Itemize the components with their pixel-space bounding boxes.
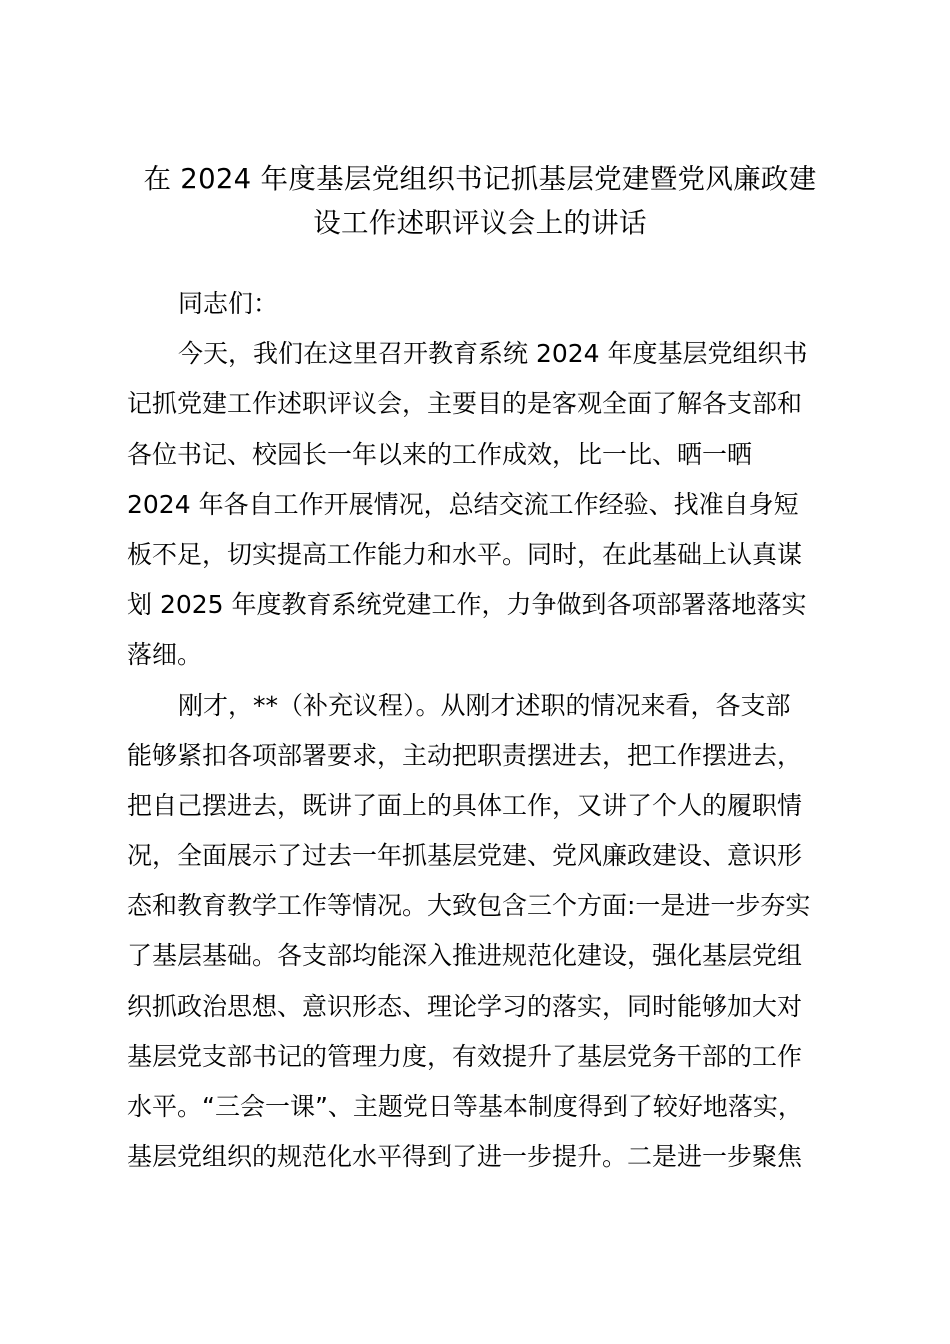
title-line-2: 设工作述职评议会上的讲话	[313, 207, 647, 239]
paragraph-2-line: 水平。“三会一课”、主题党日等基本制度得到了较好地落实，	[127, 1092, 803, 1121]
salutation: 同志们：	[178, 289, 279, 318]
paragraph-2-line: 刚才，**（补充议程）。从刚才述职的情况来看，各支部	[178, 690, 791, 720]
paragraph-1-line: 各位书记、校园长一年以来的工作成效，比一比、晒一晒	[127, 439, 753, 469]
paragraph-2-line: 了基层基础。各支部均能深入推进规范化建设，强化基层党组	[127, 941, 803, 971]
paragraph-2-line: 能够紧扣各项部署要求，主动把职责摆进去，把工作摆进去，	[127, 740, 803, 770]
paragraph-1-line: 落细。	[127, 640, 203, 670]
paragraph-2-line: 把自己摆进去，既讲了面上的具体工作，又讲了个人的履职情	[127, 790, 803, 820]
paragraph-2-line: 基层党组织的规范化水平得到了进一步提升。二是进一步聚焦	[127, 1142, 803, 1172]
paragraph-2-line: 态和教育教学工作等情况。大致包含三个方面:一是进一步夯实	[127, 891, 811, 921]
paragraph-1-line: 记抓党建工作述职评议会，主要目的是客观全面了解各支部和	[127, 389, 803, 419]
paragraph-1-line: 板不足，切实提高工作能力和水平。同时，在此基础上认真谋	[127, 539, 803, 569]
paragraph-2-line: 基层党支部书记的管理力度，有效提升了基层党务干部的工作	[127, 1041, 803, 1071]
title-line-1: 在 2024 年度基层党组织书记抓基层党建暨党风廉政建	[143, 163, 817, 195]
paragraph-2-line: 织抓政治思想、意识形态、理论学习的落实，同时能够加大对	[127, 991, 803, 1021]
document-body	[127, 279, 867, 1182]
paragraph-1-line: 2024 年各自工作开展情况，总结交流工作经验、找准自身短	[127, 489, 799, 519]
paragraph-2-line: 况，全面展示了过去一年抓基层党建、党风廉政建设、意识形	[127, 841, 803, 871]
document-title	[110, 157, 850, 245]
paragraph-1-line: 今天，我们在这里召开教育系统 2024 年度基层党组织书	[178, 339, 808, 369]
paragraph-1-line: 划 2025 年度教育系统党建工作，力争做到各项部署落地落实	[127, 590, 807, 620]
